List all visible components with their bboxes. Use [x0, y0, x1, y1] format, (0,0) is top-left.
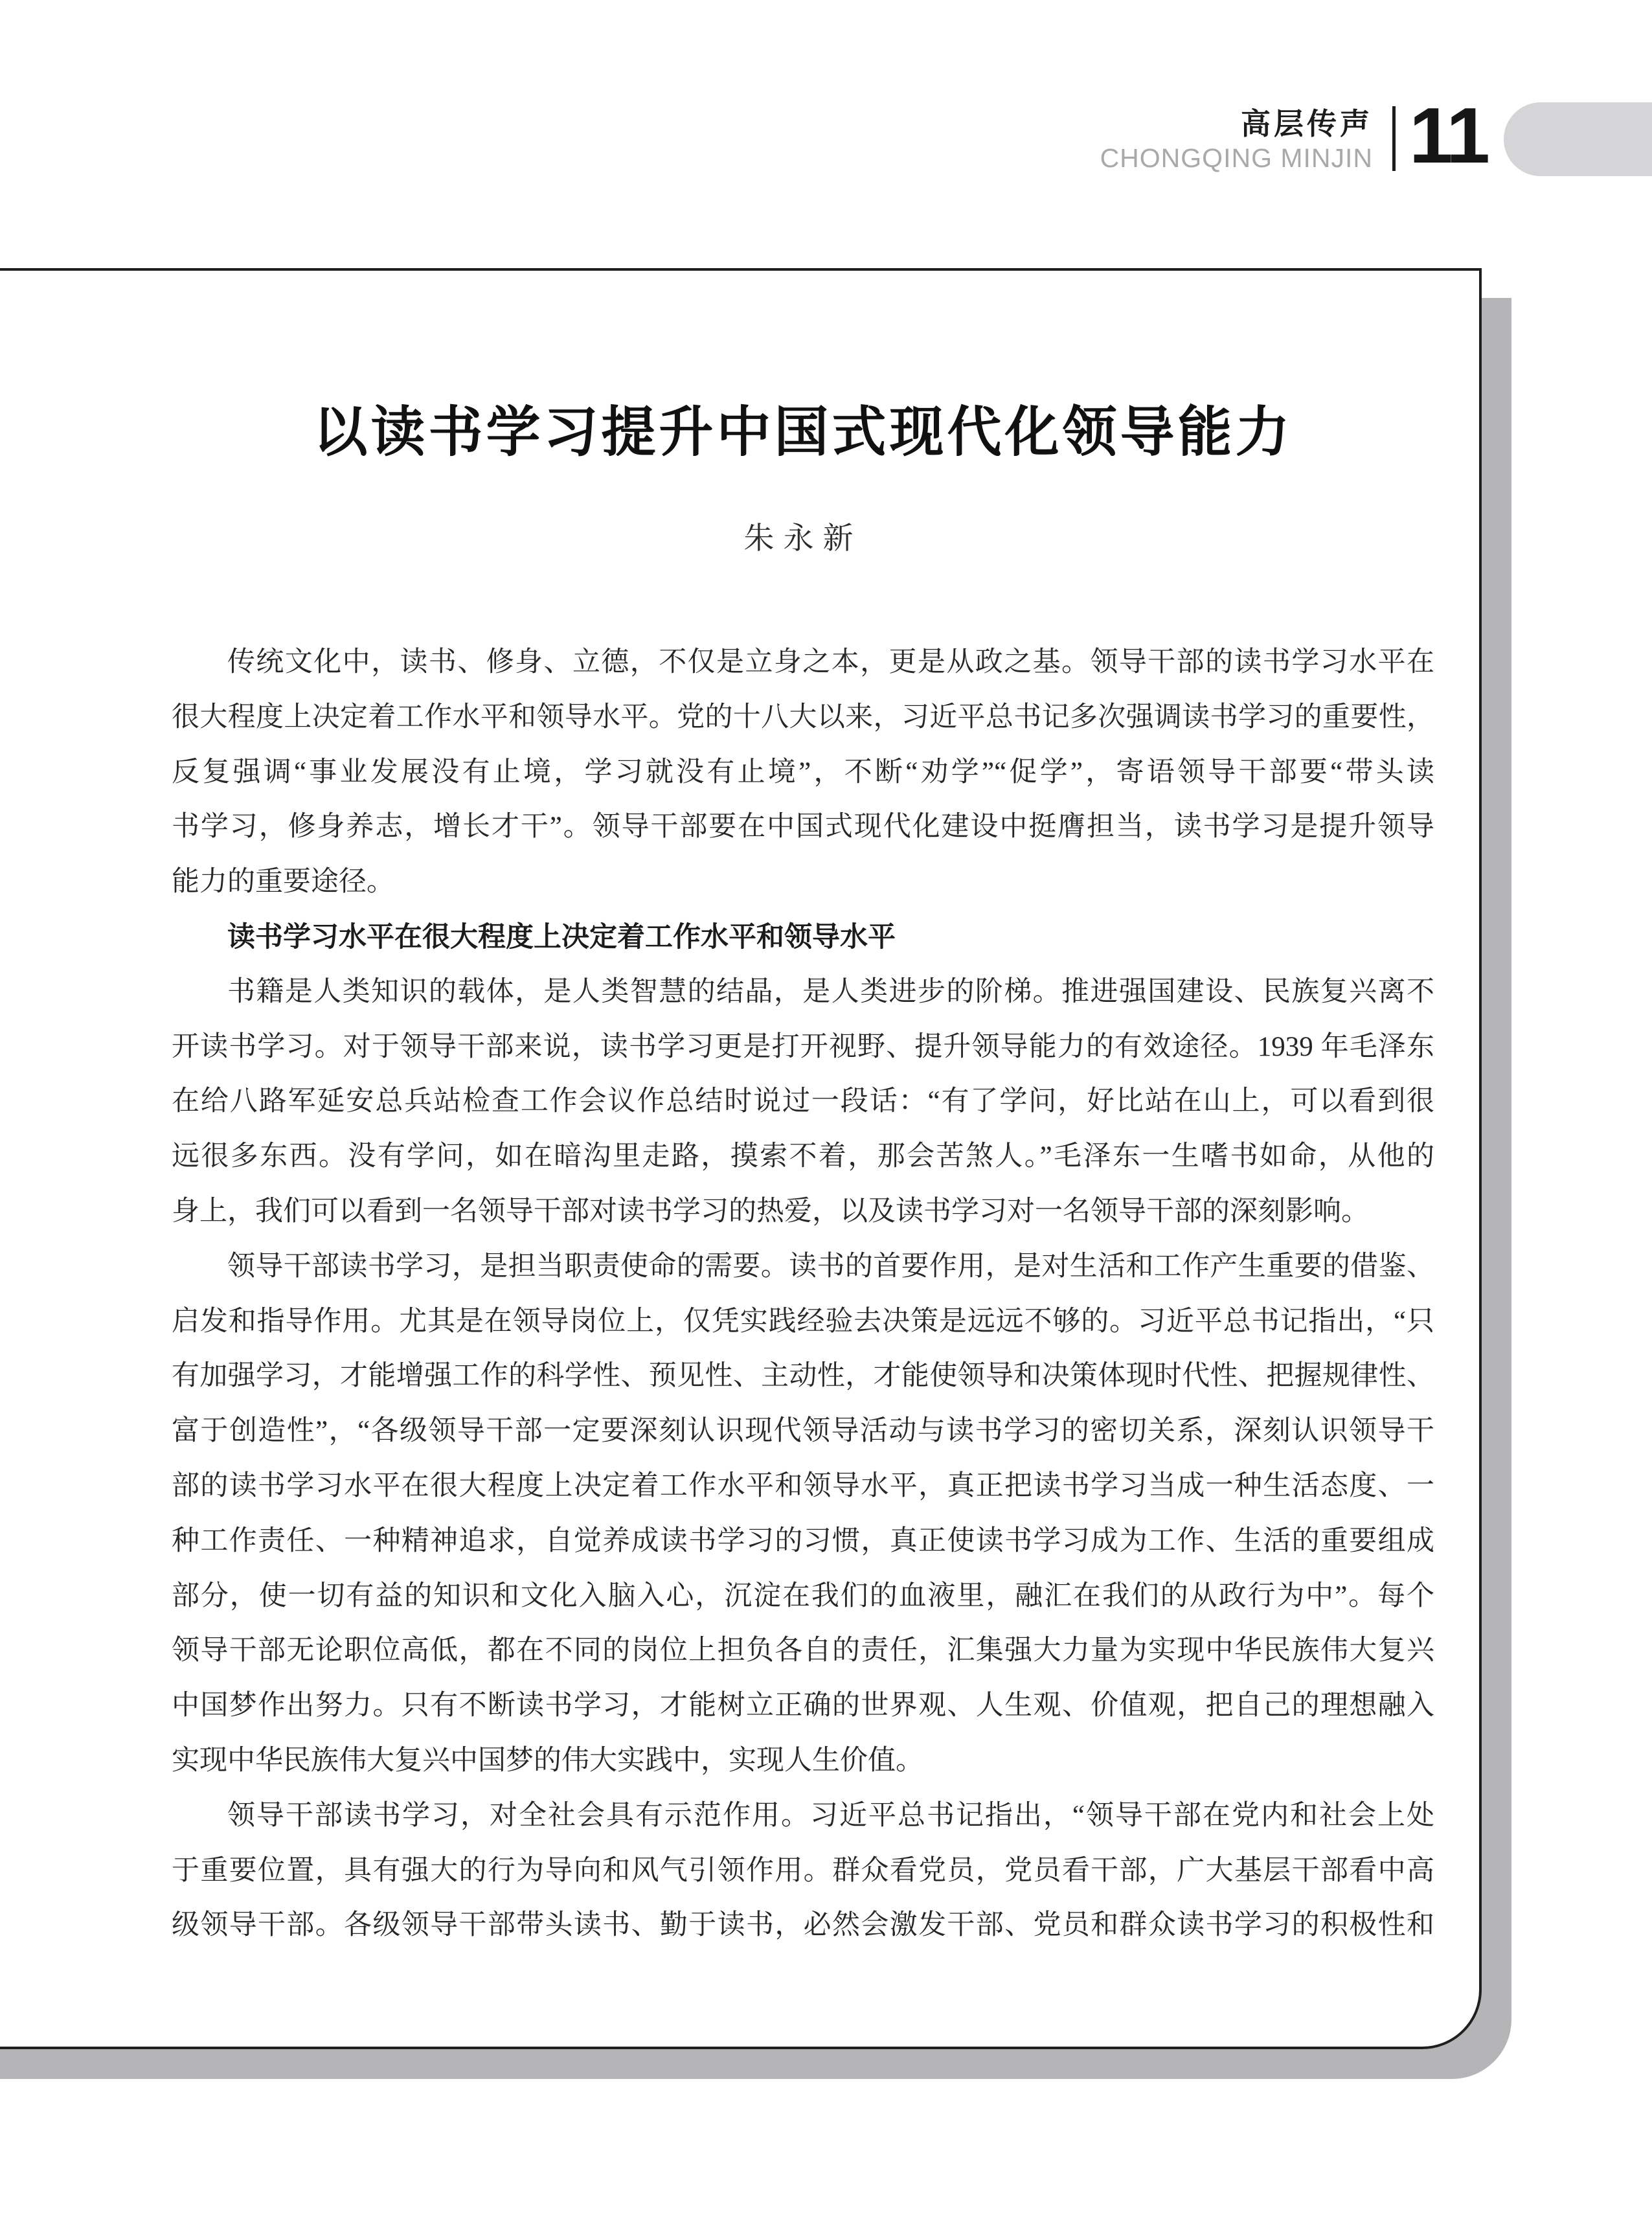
body-line: 中国梦作出努力。只有不断读书学习，才能树立正确的世界观、人生观、价值观，把自己的理想融入 [172, 1690, 1434, 1721]
body-line: 领导干部无论职位高低，都在不同的岗位上担负各自的责任，汇集强大力量为实现中华民族伟大复兴 [172, 1635, 1434, 1666]
article-author: 朱永新 [743, 522, 863, 556]
body-line: 富于创造性”，“各级领导干部一定要深刻认识现代领导活动与读书学习的密切关系，深刻认识领导干 [172, 1416, 1434, 1447]
body-line: 开读书学习。对于领导干部来说，读书学习更是打开视野、提升领导能力的有效途径。1939 年毛泽东 [172, 1031, 1434, 1062]
section-title-en: CHONGQING MINJIN [1100, 143, 1373, 173]
body-line: 领导干部读书学习，对全社会具有示范作用。习近平总书记指出，“领导干部在党内和社会上处 [227, 1800, 1434, 1831]
body-line: 有加强学习，才能增强工作的科学性、预见性、主动性，才能使领导和决策体现时代性、把握规律性、 [172, 1361, 1434, 1392]
header-corner-tab [1504, 102, 1652, 176]
article-body [172, 635, 1434, 1953]
section-title-cn: 高层传声 [1241, 107, 1373, 141]
body-line: 书学习，修身养志，增长才干”。领导干部要在中国式现代化建设中挺膺担当，读书学习是提升领导 [172, 812, 1434, 843]
page-number: 11 [1409, 91, 1488, 179]
body-line: 在给八路军延安总兵站检查工作会议作总结时说过一段话：“有了学问，好比站在山上，可以看到很 [172, 1086, 1434, 1117]
body-line: 部分，使一切有益的知识和文化入脑入心，沉淀在我们的血液里，融汇在我们的从政行为中”。每个 [172, 1580, 1434, 1611]
body-line: 很大程度上决定着工作水平和领导水平。党的十八大以来，习近平总书记多次强调读书学习的重要性， [172, 701, 1434, 733]
body-line: 身上，我们可以看到一名领导干部对读书学习的热爱，以及读书学习对一名领导干部的深刻影响。 [172, 1196, 1369, 1227]
body-line: 远很多东西。没有学问，如在暗沟里走路，摸索不着，那会苦煞人。”毛泽东一生嗜书如命，从他的 [172, 1141, 1434, 1172]
body-line: 于重要位置，具有强大的行为导向和风气引领作用。群众看党员，党员看干部，广大基层干部看中高 [172, 1855, 1434, 1886]
header-divider [1392, 106, 1396, 171]
body-line: 部的读书学习水平在很大程度上决定着工作水平和领导水平，真正把读书学习当成一种生活态度、一 [172, 1470, 1434, 1501]
body-line: 级领导干部。各级领导干部带头读书、勤于读书，必然会激发干部、党员和群众读书学习的积极性和 [172, 1910, 1434, 1941]
body-line: 传统文化中，读书、修身、立德，不仅是立身之本，更是从政之基。领导干部的读书学习水平在 [227, 647, 1434, 677]
section-subheading: 读书学习水平在很大程度上决定着工作水平和领导水平 [227, 921, 896, 953]
body-line: 实现中华民族伟大复兴中国梦的伟大实践中，实现人生价值。 [172, 1745, 923, 1776]
article-title: 以读书学习提升中国式现代化领导能力 [313, 402, 1293, 463]
body-line: 反复强调“事业发展没有止境，学习就没有止境”，不断“劝学”“促学”，寄语领导干部要“带头读 [172, 756, 1434, 788]
body-line: 书籍是人类知识的载体，是人类智慧的结晶，是人类进步的阶梯。推进强国建设、民族复兴离不 [227, 976, 1434, 1007]
body-line: 种工作责任、一种精神追求，自觉养成读书学习的习惯，真正使读书学习成为工作、生活的重要组成 [172, 1525, 1434, 1556]
body-line: 领导干部读书学习，是担当职责使命的需要。读书的首要作用，是对生活和工作产生重要的借鉴、 [227, 1251, 1434, 1282]
body-line: 启发和指导作用。尤其是在领导岗位上，仅凭实践经验去决策是远远不够的。习近平总书记指出，“只 [172, 1306, 1434, 1337]
body-line: 能力的重要途径。 [172, 867, 394, 898]
